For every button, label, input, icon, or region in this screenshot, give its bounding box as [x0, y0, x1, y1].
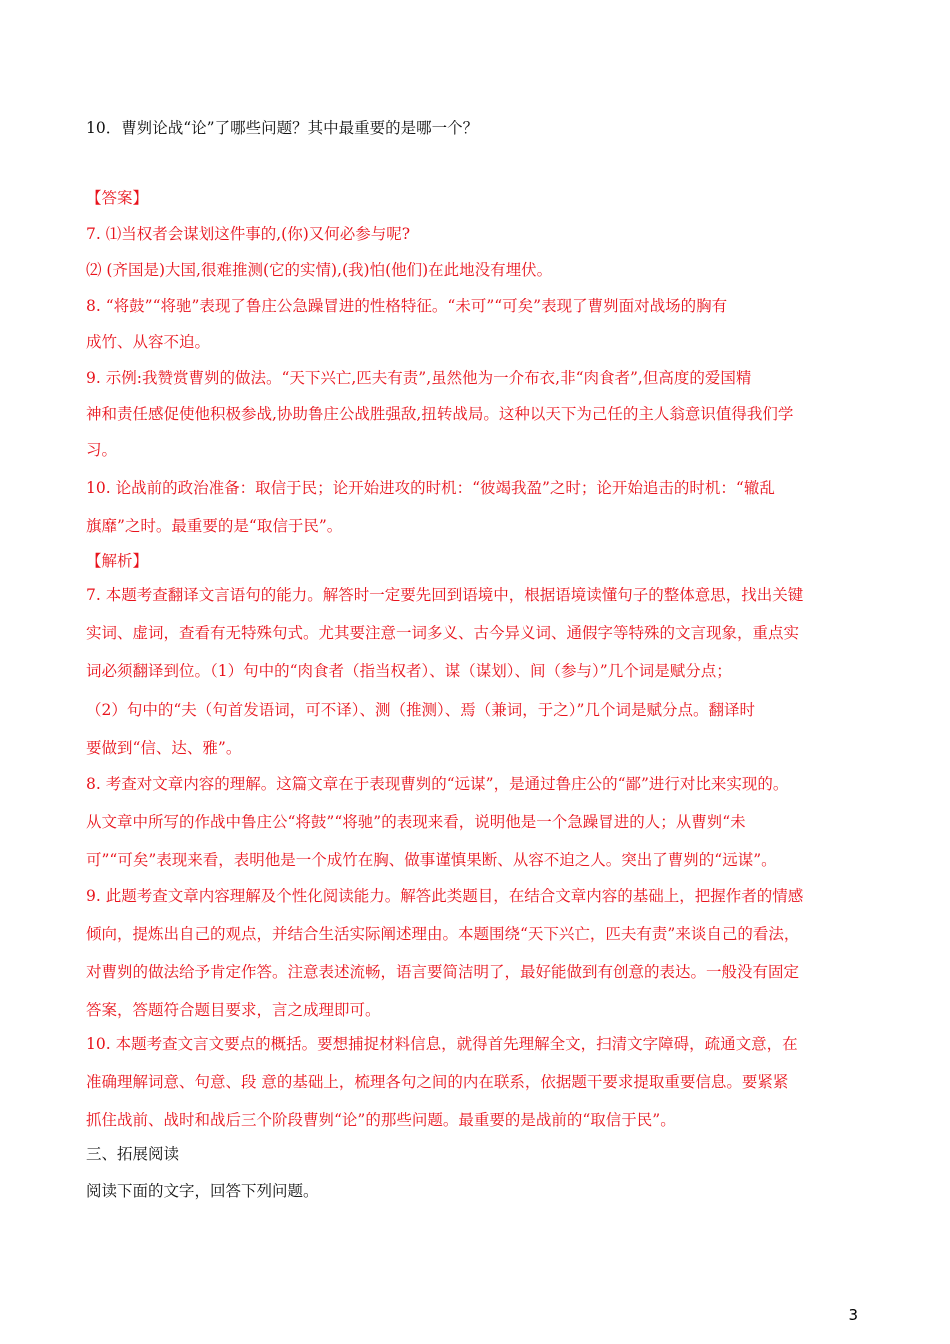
- analysis-line: 可”“可矣”表现来看，表明他是一个成竹在胸、做事谨慎果断、从容不迫之人。突出了曹刿的“远谋”。: [86, 851, 777, 869]
- answer-line: ⑵ (齐国是)大国,很难推测(它的实情),(我)怕(他们)在此地没有埋伏。: [86, 261, 553, 279]
- page-number: 3: [848, 1306, 858, 1324]
- question-10: 10．曹刿论战“论”了哪些问题？其中最重要的是哪一个？: [86, 119, 479, 137]
- section-title: 三、拓展阅读: [86, 1145, 180, 1163]
- analysis-line: 准确理解词意、句意、段 意的基础上，梳理各句之间的内在联系，依据题干要求提取重要信息。要紧紧: [86, 1073, 789, 1091]
- answer-heading: 【答案】: [86, 189, 149, 207]
- answer-line: 7. ⑴当权者会谋划这件事的,(你)又何必参与呢?: [86, 225, 411, 243]
- answer-line: 旗靡”之时。最重要的是“取信于民”。: [86, 517, 343, 535]
- analysis-line: 词必须翻译到位。（1）句中的“肉食者（指当权者）、谋（谋划）、间（参与）”几个词是赋分点；: [86, 662, 732, 680]
- analysis-line: 对曹刿的做法给予肯定作答。注意表述流畅，语言要简洁明了，最好能做到有创意的表达。一般没有固定: [86, 963, 800, 981]
- analysis-line: 8. 考查对文章内容的理解。这篇文章在于表现曹刿的“远谋”，是通过鲁庄公的“鄙”进行对比来实现的。: [86, 775, 789, 793]
- analysis-line: 从文章中所写的作战中鲁庄公“将鼓”“将驰”的表现来看，说明他是一个急躁冒进的人；从曹刿“未: [86, 813, 746, 831]
- analysis-line: 9. 此题考查文章内容理解及个性化阅读能力。解答此类题目，在结合文章内容的基础上，把握作者的情感: [86, 887, 804, 905]
- analysis-line: 答案，答题符合题目要求，言之成理即可。: [86, 1001, 381, 1019]
- analysis-heading: 【解析】: [86, 552, 149, 570]
- reading-instruction: 阅读下面的文字，回答下列问题。: [86, 1182, 319, 1200]
- analysis-line: 7. 本题考查翻译文言语句的能力。解答时一定要先回到语境中，根据语境读懂句子的整体意思，找出关键: [86, 586, 804, 604]
- answer-line: 8. “将鼓”“将驰”表现了鲁庄公急躁冒进的性格特征。“未可”“可矣”表现了曹刿面对战场的胸有: [86, 297, 728, 315]
- answer-line: 神和责任感促使他积极参战,协助鲁庄公战胜强敌,扭转战局。这种以天下为己任的主人翁意识值得我们学: [86, 405, 794, 423]
- answer-line: 10. 论战前的政治准备：取信于民；论开始进攻的时机：“彼竭我盈”之时；论开始追击的时机：“辙乱: [86, 479, 775, 497]
- answer-line: 成竹、从容不迫。: [86, 333, 211, 351]
- analysis-line: 要做到“信、达、雅”。: [86, 739, 242, 757]
- analysis-line: （2）句中的“夫（句首发语词，可不译）、测（推测）、焉（兼词，于之）”几个词是赋分点。翻译时: [86, 701, 755, 719]
- analysis-line: 10. 本题考查文言文要点的概括。要想捕捉材料信息，就得首先理解全文，扫清文字障碍，疏通文意，在: [86, 1035, 798, 1053]
- analysis-line: 实词、虚词，查看有无特殊句式。尤其要注意一词多义、古今异义词、通假字等特殊的文言现象，重点实: [86, 624, 800, 642]
- answer-line: 习。: [86, 441, 118, 459]
- analysis-line: 抓住战前、战时和战后三个阶段曹刿“论”的那些问题。最重要的是战前的“取信于民”。: [86, 1111, 676, 1129]
- analysis-line: 倾向，提炼出自己的观点，并结合生活实际阐述理由。本题围绕“天下兴亡，匹夫有责”来谈自己的看法，: [86, 925, 800, 943]
- answer-line: 9. 示例:我赞赏曹刿的做法。“天下兴亡,匹夫有责”,虽然他为一介布衣,非“肉食者”,但高度的爱国精: [86, 369, 752, 387]
